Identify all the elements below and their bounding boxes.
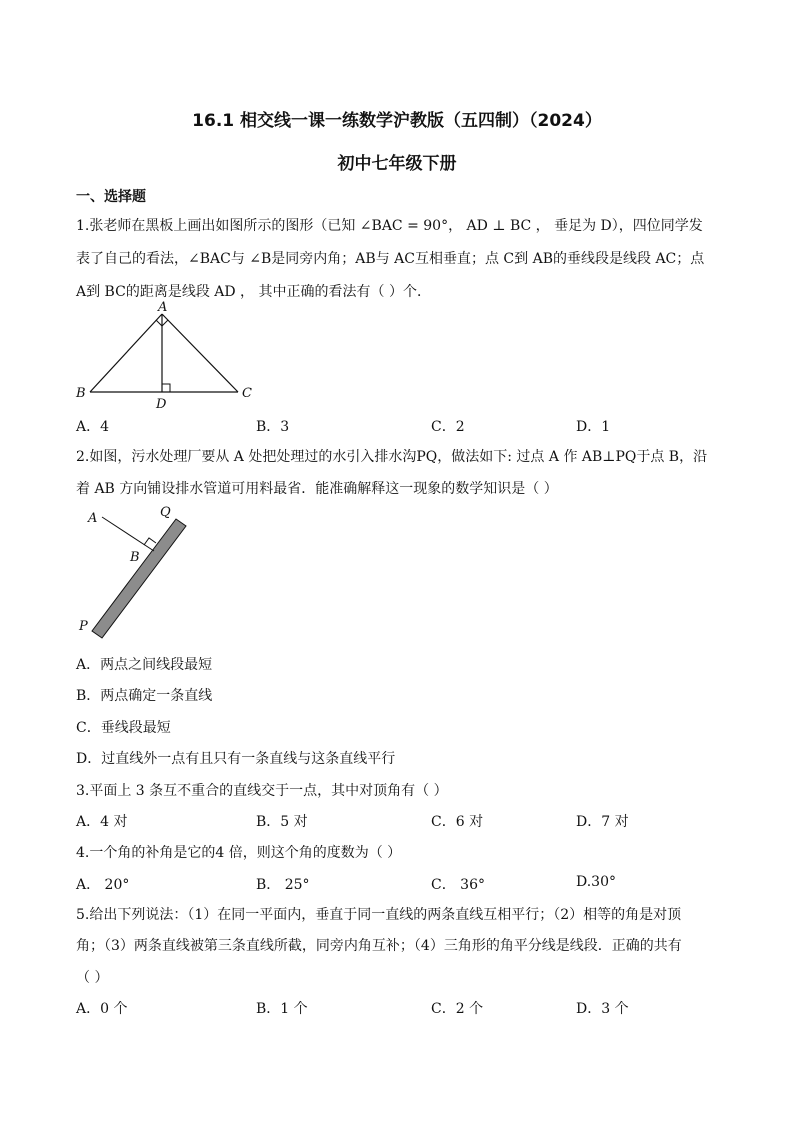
- q2-option-b: B．两点确定一条直线: [76, 688, 213, 704]
- q5-option-d: D．3 个: [576, 1001, 629, 1017]
- drain-pq: [92, 519, 186, 638]
- segment-ac: [162, 314, 238, 392]
- q3-option-b: B．5 对: [256, 814, 308, 830]
- q1-option-c: C．2: [431, 419, 465, 435]
- q4-option-d: D.30°: [576, 874, 616, 890]
- label-c: C: [242, 386, 252, 401]
- label-d: D: [156, 397, 167, 412]
- q5-line-3: （ ）: [76, 970, 109, 986]
- label-a: A: [158, 300, 168, 315]
- q3-option-a: A．4 对: [76, 814, 128, 830]
- q1-line-3: A到 BC的距离是线段 AD ， 其中正确的看法有（ ）个．: [76, 284, 431, 300]
- q1-triangle-figure: [70, 300, 270, 412]
- q2-drain-figure: [74, 502, 204, 642]
- right-angle-mark-d: [162, 384, 170, 392]
- label-q: Q: [160, 505, 171, 520]
- q3-line: 3.平面上 3 条互不重合的直线交于一点，其中对顶角有（ ）: [76, 783, 448, 799]
- q2-line-2: 着 AB 方向铺设排水管道可用料最省．能准确解释这一现象的数学知识是（ ）: [76, 481, 558, 497]
- q1-option-a: A．4: [76, 419, 110, 435]
- q5-line-1: 5.给出下列说法：（1）在同一平面内，垂直于同一直线的两条直线互相平行；（2）相等的角是对顶: [76, 907, 682, 923]
- q1-option-b: B．3: [256, 419, 290, 435]
- page-title: 16.1 相交线一课一练数学沪教版（五四制）（2024）: [192, 111, 602, 131]
- q5-option-c: C．2 个: [431, 1001, 484, 1017]
- q2-option-c: C．垂线段最短: [76, 720, 171, 736]
- q2-option-a: A．两点之间线段最短: [76, 657, 213, 673]
- label-p: P: [79, 619, 88, 634]
- q3-option-d: D．7 对: [576, 814, 629, 830]
- q4-option-c: C． 36°: [431, 877, 485, 893]
- page-subtitle: 初中七年级下册: [337, 154, 457, 174]
- label-a: A: [88, 511, 98, 526]
- q1-line-1: 1.张老师在黑板上画出如图所示的图形（已知 ∠BAC = 90°， AD ⊥ BC ， 垂足为 D），四位同学发: [76, 218, 703, 234]
- segment-ab: [90, 314, 162, 392]
- q2-line-1: 2.如图，污水处理厂要从 A 处把处理过的水引入排水沟PQ，做法如下: 过点 A 作 AB⊥PQ于点 B，沿: [76, 449, 708, 465]
- right-angle-mark-b: [144, 538, 156, 545]
- q5-line-2: 角；（3）两条直线被第三条直线所截，同旁内角互补；（4）三角形的角平分线是线段．正确的共有: [76, 938, 682, 954]
- q5-option-b: B．1 个: [256, 1001, 308, 1017]
- q4-option-b: B． 25°: [256, 877, 310, 893]
- q4-line: 4.一个角的补角是它的4 倍，则这个角的度数为（ ）: [76, 845, 402, 861]
- q5-option-a: A．0 个: [76, 1001, 128, 1017]
- segment-ab: [102, 517, 154, 551]
- section-heading: 一、选择题: [76, 189, 146, 205]
- q2-option-d: D．过直线外一点有且只有一条直线与这条直线平行: [76, 751, 396, 767]
- q4-option-a: A． 20°: [76, 877, 130, 893]
- q3-option-c: C．6 对: [431, 814, 484, 830]
- label-b: B: [130, 550, 140, 565]
- q1-line-2: 表了自己的看法，∠BAC与 ∠B是同旁内角；AB与 AC互相垂直；点 C到 AB的垂线段是线段 AC；点: [76, 251, 705, 267]
- q1-option-d: D．1: [576, 419, 611, 435]
- label-b: B: [76, 386, 86, 401]
